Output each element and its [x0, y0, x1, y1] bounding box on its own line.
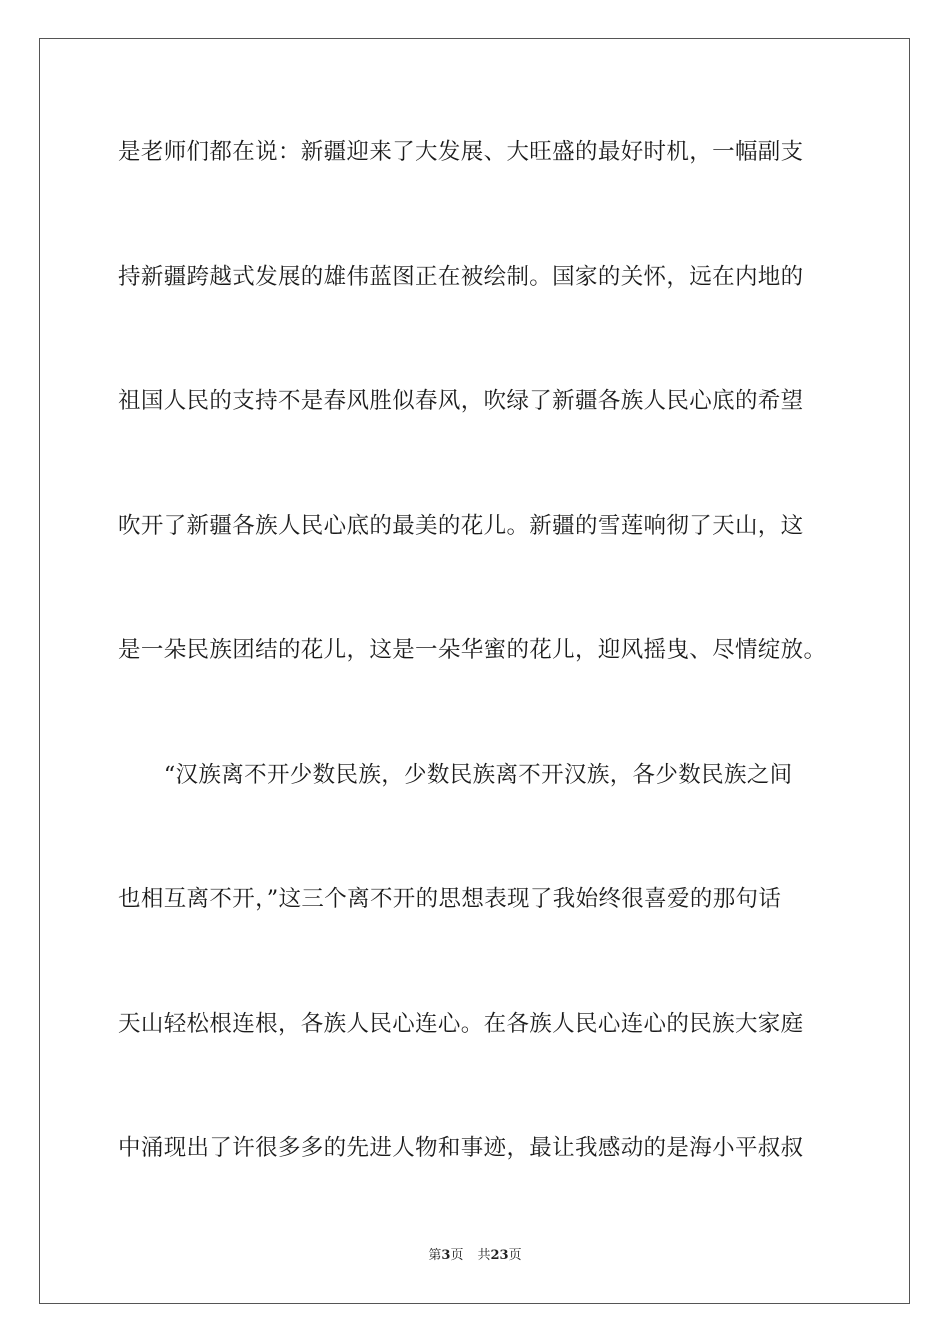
text-line-7: 也相互离不开，”这三个离不开的思想表现了我始终很喜爱的那句话	[118, 886, 782, 912]
page-footer	[0, 1247, 950, 1265]
text-line-3: 祖国人民的支持不是春风胜似春风，吹绿了新疆各族人民心底的希望	[118, 388, 804, 414]
text-line-5: 是一朵民族团结的花儿，这是一朵华蜜的花儿，迎风摇曳、尽情绽放。	[118, 637, 827, 663]
page-border	[39, 38, 910, 1304]
text-line-4: 吹开了新疆各族人民心底的最美的花儿。新疆的雪莲响彻了天山，这	[118, 513, 804, 539]
page-suffix: 页	[450, 1248, 464, 1263]
page-number: 3	[441, 1248, 451, 1263]
text-line-8: 天山轻松根连根，各族人民心连心。在各族人民心连心的民族大家庭	[118, 1011, 804, 1037]
total-prefix: 共	[477, 1248, 491, 1263]
text-line-2: 持新疆跨越式发展的雄伟蓝图正在被绘制。国家的关怀，远在内地的	[118, 264, 804, 290]
text-line-1: 是老师们都在说：新疆迎来了大发展、大旺盛的最好时机，一幅副支	[118, 139, 804, 165]
total-pages: 23	[490, 1248, 509, 1263]
total-suffix: 页	[508, 1248, 522, 1263]
text-line-6: “汉族离不开少数民族，少数民族离不开汉族，各少数民族之间	[118, 762, 793, 788]
page-prefix: 第	[428, 1248, 442, 1263]
text-line-9: 中涌现出了许很多多的先进人物和事迹，最让我感动的是海小平叔叔	[118, 1135, 804, 1161]
